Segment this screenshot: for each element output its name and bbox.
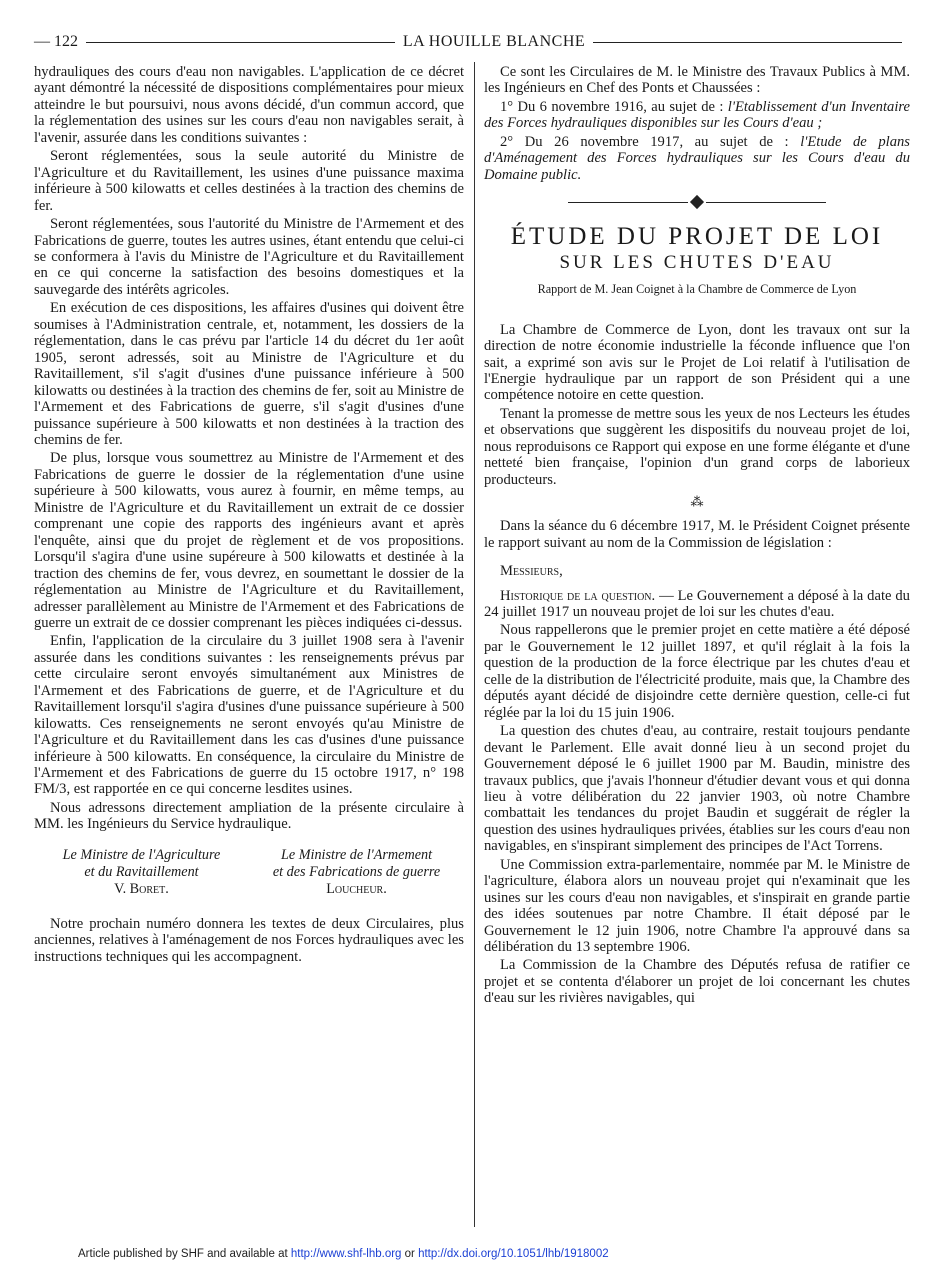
paragraph: La Commission de la Chambre des Députés refusa de ratifier ce projet et se contenta d'élaborer un projet de loi concernant les chutes d'eau sur les rivières navigables, qui: [484, 957, 910, 1007]
paragraph: Enfin, l'application de la circulaire du 3 juillet 1908 sera à l'avenir assurée dans les conditions suivantes : les renseignements prévus par cette circulaire seront envoyés simultanément aux Ministres de l'Armement et des Fabrications de guerre, et de l'Agriculture et du Ravitaillement lorsqu'il s'agira d'usines d'une puissance supérieure à 500 kilowatts. Ces renseignements ne seront envoyés qu'au Ministre de l'Agriculture et du Ravitaillement dans les cas d'usines d'une puissance inférieure à 500 kilowatts. En conséquence, la circulaire du Ministre de l'Armement et des Fabrications de guerre du 15 octobre 1917, n° 198 FM/3, est rapportée en ce qui concerne lesdites usines.: [34, 633, 464, 798]
item-title: l'Etude de plans d'Aménagement des Forces hydrauliques sur les Cours d'eau du Domaine public.: [484, 133, 910, 183]
paragraph: Seront réglementées, sous la seule autorité du Ministre de l'Agriculture et du Ravitaillement, les usines d'une puissance maxima inférieure à 500 kilowatts et celles destinées à la traction des chemins de fer.: [34, 148, 464, 214]
circular-item-2: [484, 134, 910, 183]
item-title: l'Etablissement d'un Inventaire des Forces hydrauliques disponibles sur les Cours d'eau ;: [484, 98, 910, 132]
footer-link-shf[interactable]: http://www.shf-lhb.org: [290, 1248, 402, 1260]
header-rule-left: [86, 42, 395, 43]
ornament-line: [568, 202, 688, 203]
header-rule-right: [593, 42, 902, 43]
article-title: ÉTUDE DU PROJET DE LOI: [510, 223, 884, 251]
article-subtitle: SUR LES CHUTES D'EAU: [559, 252, 835, 274]
footer-text: or: [401, 1248, 419, 1260]
signature-title-line: et du Ravitaillement: [84, 863, 199, 880]
footer-text: Article published by SHF and available at: [78, 1248, 291, 1260]
paragraph: De plus, lorsque vous soumettrez au Ministre de l'Armement et des Fabrications de guerre le dossier de la réglementation d'une usine supérieure à 500 kilowatts, vous aurez à fournir, en même temps, au Ministre de l'Agriculture et du Ravitaillement un extrait de ce dossier comprenant une copie des rapports des ingénieurs avant et après l'enquête, ainsi que du projet de règlement et de vos propositions. Lorsqu'il s'agira d'une usine supéreure à 500 kilowatts et destinée à la traction des chemins de fer, vous devrez, en soumettant le dossier de la réglementation au Ministre de l'Agriculture et du Ravitaillement, adresser parallèlement au Ministre de l'Armement et des Fabrications de guerre un extrait de ce dossier comprenant les pièces indiquées ci-dessus.: [34, 450, 464, 631]
column-divider: [474, 62, 475, 1227]
historique-paragraph: [484, 588, 910, 621]
signature-title-line: Le Ministre de l'Armement: [280, 846, 433, 863]
footer-link-doi[interactable]: http://dx.doi.org/10.1051/lhb/1918002: [418, 1248, 609, 1260]
section-ornament: [484, 197, 910, 207]
journal-title: LA HOUILLE BLANCHE: [402, 33, 586, 50]
paragraph: Tenant la promesse de mettre sous les yeux de nos Lecteurs les études et observations que suggèrent les dispositifs du nouveau projet de loi, nous reproduisons ce Rapport qui expose en une forme élégante et d'une netteté bien française, l'opinion d'un grand corps de laborieux producteurs.: [484, 405, 910, 488]
asterism-icon: ⁂: [690, 494, 704, 510]
seance-paragraph: Dans la séance du 6 décembre 1917, M. le Président Coignet présente le rapport suivant au nom de la Commission de législation :: [484, 518, 910, 551]
item-prefix: 2° Du 26 novembre 1917, au sujet de :: [500, 133, 801, 150]
signature-title-line: et des Fabrications de guerre: [272, 863, 441, 880]
salutation: Messieurs,: [500, 563, 563, 580]
signature-armement: [249, 847, 464, 898]
paragraph: hydrauliques des cours d'eau non navigables. L'application de ce décret ayant démontré la nécessité de dispositions complémentaires pour mieux atteindre le but poursuivi, nous avons décidé, d'un commun accord, que la réglementation des usines sur les cours d'eau non navigables serait, à l'avenir, assurée dans les conditions suivantes :: [34, 64, 464, 146]
intro-paragraph: Ce sont les Circulaires de M. le Ministre des Travaux Publics à MM. les Ingénieurs en Chef des Ponts et Chaussées :: [484, 64, 910, 97]
historique-text: — Le Gouvernement a déposé à la date du 24 juillet 1917 un nouveau projet de loi sur les chutes d'eau.: [484, 587, 910, 620]
paragraph: La question des chutes d'eau, au contraire, restait toujours pendante devant le Parlement. Elle avait donné lieu à un second projet du Gouvernement déposé le 6 juillet 1900 par M. Baudin, ministre des travaux publics, que j'avais l'honneur d'étudier devant vous et qui donna lieu à votre délibération du 22 janvier 1903, où notre Chambre combattait les tendances du projet Baudin et suggérait de régler la question des usines hydrauliques privées, établies sur les cours d'eau non navigables, en s'inspirant simplement des principes de l'Act Torrens.: [484, 723, 910, 855]
publication-footer: [78, 1248, 609, 1260]
page-number: — 122: [34, 33, 78, 50]
signature-agriculture: [34, 847, 249, 898]
ornament-line: [706, 202, 826, 203]
closing-paragraph: Notre prochain numéro donnera les textes de deux Circulaires, plus anciennes, relatives à l'aménagement de nos Forces hydrauliques avec les instructions techniques qui les accompagnent.: [34, 915, 464, 965]
historique-label: Historique de la question.: [500, 587, 656, 604]
right-column: [484, 64, 910, 1009]
paragraph: Nous adressons directement ampliation de la présente circulaire à MM. les Ingénieurs du Service hydraulique.: [34, 799, 464, 833]
article-byline: Rapport de M. Jean Coignet à la Chambre de Commerce de Lyon: [537, 282, 857, 297]
paragraph: En exécution de ces dispositions, les affaires d'usines qui doivent être soumises à l'Administration centrale, et, notamment, les dossiers de la réglementation, dans le cas prévu par l'article 14 du décret du 1er août 1905, seront adressés, soit au Ministre de l'Agriculture et du Ravitaillement, s'il s'agit d'usines d'une puissance inférieure à 500 kilowatts ou destinées à la traction des chemins de fer, soit au Ministre de l'Armement et des Fabrications de guerre, s'il s'agit d'usines d'une puissance supérieure à 500 kilowatts et non destinées à la traction des chemins de fer.: [34, 300, 464, 448]
paragraph: La Chambre de Commerce de Lyon, dont les travaux ont sur la direction de notre économie industrielle la féconde influence que l'on sait, a exprimé son avis sur le Projet de Loi relatif à l'utilisation de l'Energie hydraulique par un rapport de son Président qui a une compétence notoire en cette question.: [484, 321, 910, 404]
paragraph: Seront réglementées, sous l'autorité du Ministre de l'Armement et des Fabrications de guerre, toutes les autres usines, étant entendu que celui-ci se conformera à l'avis du Ministre de l'Agriculture et du Ravitaillement en ce qui concerne la satisfaction des besoins domestiques et la sauvegarde des intérêts agricoles.: [34, 216, 464, 298]
page-header: [34, 30, 910, 54]
paragraph: Une Commission extra-parlementaire, nommée par M. le Ministre de l'agriculture, élabora alors un nouveau projet qui n'examinait que les usines sur les cours d'eau non navigables, et s'inspirait en grande partie des idées soutenues par notre Chambre. Il était déposé par le Gouvernement le 12 juin 1906, notre Chambre l'a approuvé dans sa délibération du 13 septembre 1906.: [484, 856, 910, 956]
signature-title-line: Le Ministre de l'Agriculture: [62, 846, 221, 863]
signature-name: Loucheur.: [326, 880, 387, 897]
left-column: [34, 64, 464, 967]
signature-name: V. Boret.: [114, 880, 169, 897]
diamond-icon: [690, 195, 704, 209]
paragraph: Nous rappellerons que le premier projet en cette matière a été déposé par le Gouvernement le 12 juillet 1897, et qu'il réglait à la fois la question de la production de la force électrique par les chutes d'eau et celle de la distribution de l'électricité produite, mais que, la Chambre des députés ayant décidé de disjoindre cette dernière question, celle-ci fut réglée par la loi du 15 juin 1906.: [484, 622, 910, 721]
circular-item-1: [484, 99, 910, 132]
signature-block: [34, 847, 464, 898]
item-prefix: 1° Du 6 novembre 1916, au sujet de :: [500, 98, 728, 115]
